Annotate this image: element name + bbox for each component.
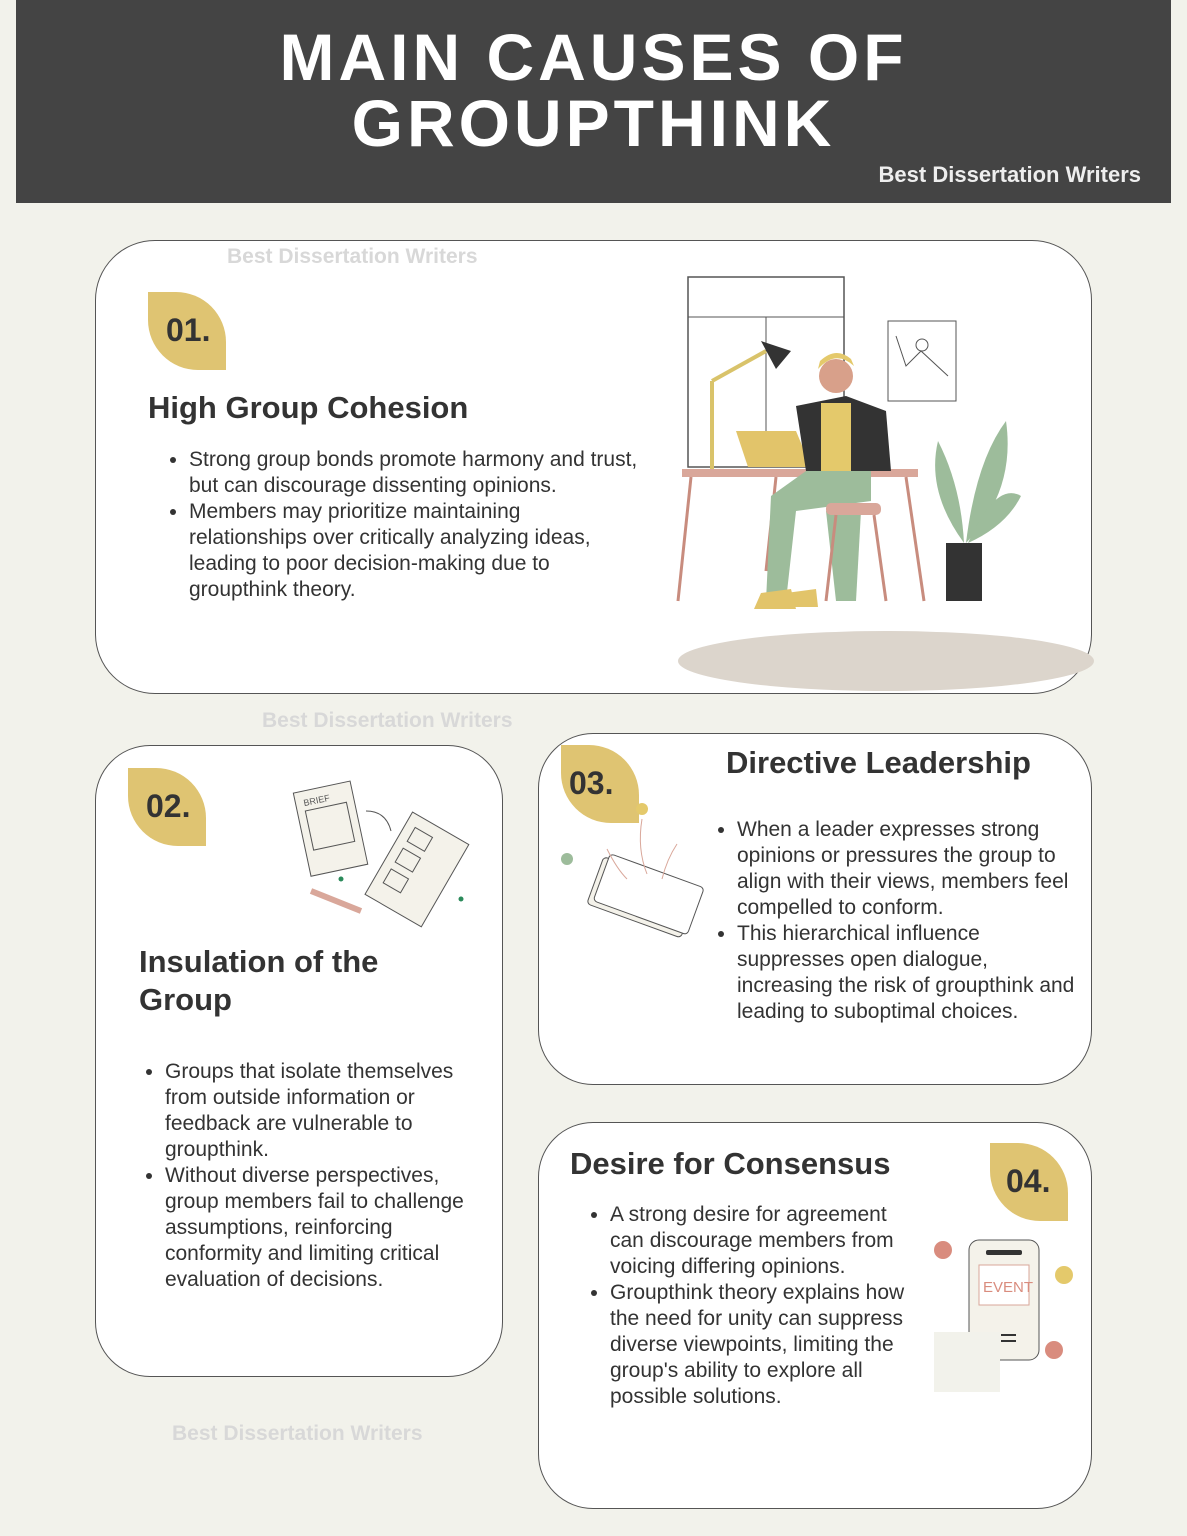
bullet-list bbox=[585, 1202, 925, 1410]
header bbox=[16, 0, 1171, 203]
card-desire-for-consensus bbox=[538, 1122, 1092, 1509]
card-title: High Group Cohesion bbox=[148, 390, 469, 425]
bullet-item: • When a leader expresses strong opinions or pressures the group to align with their views, members feel compelled to conform. bbox=[737, 817, 1082, 921]
brief-label: BRIEF bbox=[302, 792, 331, 809]
bullet-list bbox=[164, 447, 644, 603]
number-badge: 01. bbox=[148, 292, 226, 370]
number-badge: 04. bbox=[990, 1143, 1068, 1221]
card-directive-leadership bbox=[538, 733, 1092, 1085]
event-phone-illustration bbox=[931, 1235, 1081, 1395]
bullet-list bbox=[140, 1059, 480, 1293]
bullet-item: • This hierarchical influence suppresses open dialogue, increasing the risk of groupthink and leading to suboptimal choices. bbox=[737, 921, 1082, 1025]
watermark: Best Dissertation Writers bbox=[262, 709, 513, 732]
notebook-ideas-illustration bbox=[557, 799, 717, 939]
bullet-item: • A strong desire for agreement can discourage members from voicing differing opinions. bbox=[610, 1202, 925, 1280]
bullet-item: • Strong group bonds promote harmony and trust, but can discourage dissenting opinions. bbox=[189, 447, 644, 499]
event-label: EVENT bbox=[983, 1279, 1034, 1296]
bullet-item: • Groupthink theory explains how the need for unity can suppress diverse viewpoints, limiting the group's ability to explore all possible solutions. bbox=[610, 1280, 925, 1410]
card-title: Insulation of the Group bbox=[139, 944, 379, 1017]
page-title bbox=[16, 20, 1171, 160]
title-line-1: MAIN CAUSES OF bbox=[279, 20, 908, 94]
number-badge: 02. bbox=[128, 768, 206, 846]
number-badge: 03. bbox=[561, 745, 639, 823]
bullet-item: • Groups that isolate themselves from outside information or feedback are vulnerable to groupthink. bbox=[165, 1059, 480, 1163]
watermark: Best Dissertation Writers bbox=[172, 1422, 423, 1445]
bullet-item: • Without diverse perspectives, group members fail to challenge assumptions, reinforcing conformity and limiting critical evaluation of decisions. bbox=[165, 1163, 480, 1293]
card-insulation-of-the-group bbox=[95, 745, 503, 1377]
person-at-desk-illustration bbox=[676, 271, 1096, 696]
documents-illustration bbox=[291, 771, 481, 936]
card-high-group-cohesion bbox=[95, 240, 1092, 694]
title-line-2: GROUPTHINK bbox=[351, 86, 836, 160]
card-title: Desire for Consensus bbox=[570, 1146, 891, 1181]
bullet-item: • Members may prioritize maintaining relationships over critically analyzing ideas, leading to poor decision-making due to groupthink theory. bbox=[189, 499, 644, 603]
watermark: Best Dissertation Writers bbox=[227, 245, 478, 268]
card-title: Directive Leadership bbox=[726, 745, 1031, 780]
bullet-list bbox=[712, 817, 1082, 1025]
brand-name: Best Dissertation Writers bbox=[878, 162, 1141, 187]
